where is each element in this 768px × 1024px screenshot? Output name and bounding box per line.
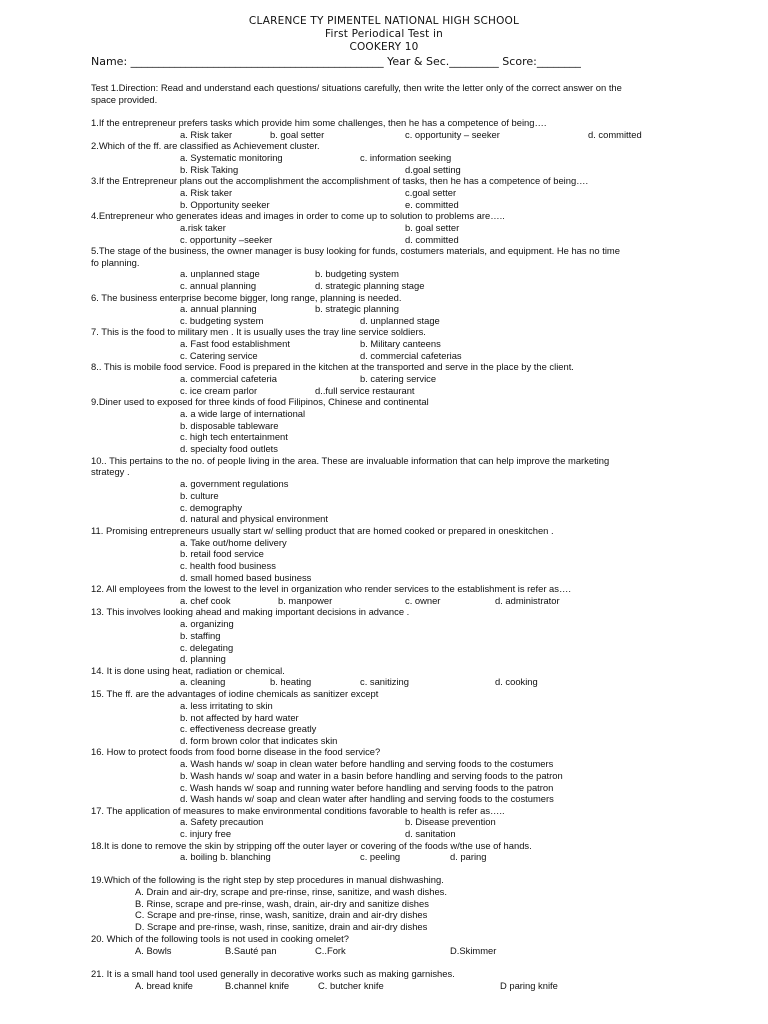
- question-text: 4.Entrepreneur who generates ideas and images in order to come up to solution to problems are…..: [91, 210, 505, 221]
- question-text: 18.It is done to remove the skin by stripping off the outer layer or covering of the foods w/the use of hands.: [91, 840, 532, 851]
- directions-line-1: Test 1.Direction: Read and understand each questions/ situations carefully, then write the letter only of the correct answer on the: [91, 82, 622, 93]
- answer-choice: a. Systematic monitoring: [180, 152, 283, 163]
- answer-choice: d. natural and physical environment: [180, 513, 329, 524]
- question-text: 13. This involves looking ahead and making important decisions in advance .: [91, 606, 410, 617]
- question-text: 14. It is done using heat, radiation or chemical.: [91, 665, 285, 676]
- question-text: 19.Which of the following is the right step by step procedures in manual dishwashing.: [91, 874, 444, 885]
- answer-choice: d. unplanned stage: [360, 315, 440, 326]
- answer-choice: a. commercial cafeteria: [180, 373, 277, 384]
- question-text: fo planning.: [91, 257, 140, 268]
- answer-choice: A. Drain and air-dry, scrape and pre-rinse, rinse, sanitize, and wash dishes.: [135, 886, 447, 897]
- answer-choice: d. committed: [405, 234, 459, 245]
- name-year-score-line: Name: ______________________________________________ Year & Sec._________ Score:________: [91, 55, 581, 68]
- answer-choice: c. high tech entertainment: [180, 431, 288, 442]
- answer-choice: b. Opportunity seeker: [180, 199, 270, 210]
- answer-choice: c. sanitizing: [360, 676, 409, 687]
- answer-choice: a. boiling b. blanching: [180, 851, 271, 862]
- answer-choice: C..Fork: [315, 945, 346, 956]
- answer-choice: b. goal setter: [270, 129, 325, 140]
- question-text: 21. It is a small hand tool used generally in decorative works such as making garnishes.: [91, 968, 455, 979]
- answer-choice: c.goal setter: [405, 187, 457, 198]
- answer-choice: c. health food business: [180, 560, 276, 571]
- answer-choice: b. heating: [270, 676, 312, 687]
- answer-choice: D paring knife: [500, 980, 558, 991]
- answer-choice: B. Rinse, scrape and pre-rinse, wash, drain, air-dry and sanitize dishes: [135, 898, 429, 909]
- answer-choice: e. committed: [405, 199, 459, 210]
- question-text: 15. The ff. are the advantages of iodine chemicals as sanitizer except: [91, 688, 379, 699]
- answer-choice: b. budgeting system: [315, 268, 399, 279]
- answer-choice: d. small homed based business: [180, 572, 312, 583]
- answer-choice: c. budgeting system: [180, 315, 264, 326]
- answer-choice: a. cleaning: [180, 676, 226, 687]
- school-name: CLARENCE TY PIMENTEL NATIONAL HIGH SCHOOL: [248, 15, 520, 27]
- answer-choice: b. culture: [180, 490, 219, 501]
- answer-choice: a. government regulations: [180, 478, 289, 489]
- answer-choice: d. cooking: [495, 676, 538, 687]
- question-text: 6. The business enterprise become bigger, long range, planning is needed.: [91, 292, 402, 303]
- question-text: 7. This is the food to military men . It is usually uses the tray line service soldiers.: [91, 326, 426, 337]
- answer-choice: a. unplanned stage: [180, 268, 260, 279]
- exam-title: First Periodical Test in: [325, 28, 443, 40]
- answer-choice: c. peeling: [360, 851, 401, 862]
- answer-choice: a. annual planning: [180, 303, 257, 314]
- question-text: 8.. This is mobile food service. Food is prepared in the kitchen at the transported and serve in the place by the client.: [91, 361, 574, 372]
- answer-choice: b. disposable tableware: [180, 420, 279, 431]
- answer-choice: a. Take out/home delivery: [180, 537, 287, 548]
- answer-choice: c. demography: [180, 502, 243, 513]
- answer-choice: d. paring: [450, 851, 487, 862]
- question-text: 17. The application of measures to make environmental conditions favorable to health is refer as…..: [91, 805, 505, 816]
- question-text: 1.If the entrepreneur prefers tasks which provide him some challenges, then he has a competence of being….: [91, 117, 547, 128]
- answer-choice: b. Military canteens: [360, 338, 441, 349]
- answer-choice: d. Wash hands w/ soap and clean water after handling and serving foods to the costumers: [180, 793, 554, 804]
- answer-choice: c. information seeking: [360, 152, 452, 163]
- answer-choice: b. staffing: [180, 630, 221, 641]
- answer-choice: a. Fast food establishment: [180, 338, 290, 349]
- answer-choice: B.Sauté pan: [225, 945, 277, 956]
- answer-choice: a.risk taker: [180, 222, 226, 233]
- answer-choice: b. retail food service: [180, 548, 264, 559]
- question-text: strategy .: [91, 466, 130, 477]
- question-text: 9.Diner used to exposed for three kinds of food Filipinos, Chinese and continental: [91, 396, 429, 407]
- question-text: 2.Which of the ff. are classified as Achievement cluster.: [91, 140, 320, 151]
- question-text: 20. Which of the following tools is not used in cooking omelet?: [91, 933, 349, 944]
- answer-choice: b. manpower: [278, 595, 333, 606]
- answer-choice: a. a wide large of international: [180, 408, 306, 419]
- question-text: 16. How to protect foods from food borne disease in the food service?: [91, 746, 381, 757]
- answer-choice: c. injury free: [180, 828, 232, 839]
- answer-choice: b. not affected by hard water: [180, 712, 299, 723]
- answer-choice: D. Scrape and pre-rinse, wash, rinse, sanitize, drain and air-dry dishes: [135, 921, 428, 932]
- answer-choice: d. planning: [180, 653, 226, 664]
- answer-choice: A. Bowls: [135, 945, 172, 956]
- answer-choice: d. form brown color that indicates skin: [180, 735, 338, 746]
- answer-choice: b. Wash hands w/ soap and water in a basin before handling and serving foods to the patron: [180, 770, 563, 781]
- answer-choice: d.goal setting: [405, 164, 461, 175]
- answer-choice: c. opportunity – seeker: [405, 129, 500, 140]
- answer-choice: B.channel knife: [225, 980, 290, 991]
- answer-choice: d. specialty food outlets: [180, 443, 278, 454]
- answer-choice: b. Risk Taking: [180, 164, 239, 175]
- answer-choice: c. opportunity –seeker: [180, 234, 273, 245]
- answer-choice: C. butcher knife: [318, 980, 384, 991]
- answer-choice: D.Skimmer: [450, 945, 497, 956]
- answer-choice: a. Wash hands w/ soap in clean water before handling and serving foods to the costumers: [180, 758, 554, 769]
- answer-choice: C. Scrape and pre-rinse, rinse, wash, sanitize, drain and air-dry dishes: [135, 909, 428, 920]
- directions-line-2: space provided.: [91, 94, 158, 105]
- answer-choice: a. Risk taker: [180, 187, 233, 198]
- answer-choice: a. Safety precaution: [180, 816, 264, 827]
- question-text: 3.If the Entrepreneur plans out the accomplishment the accomplishment of tasks, then he has a competence of being….: [91, 175, 589, 186]
- question-text: 12. All employees from the lowest to the level in organization who render services to the establishment is refer as….: [91, 583, 571, 594]
- answer-choice: c. delegating: [180, 642, 234, 653]
- question-text: 5.The stage of the business, the owner manager is busy looking for funds, costumers materials, and equipment. He has no time: [91, 245, 620, 256]
- answer-choice: d. strategic planning stage: [315, 280, 425, 291]
- answer-choice: b. Disease prevention: [405, 816, 496, 827]
- answer-choice: b. goal setter: [405, 222, 460, 233]
- answer-choice: c. ice cream parlor: [180, 385, 258, 396]
- answer-choice: a. Risk taker: [180, 129, 233, 140]
- answer-choice: b. strategic planning: [315, 303, 399, 314]
- question-text: 10.. This pertains to the no. of people living in the area. These are invaluable information that can help improve the marketing: [91, 455, 610, 466]
- answer-choice: a. less irritating to skin: [180, 700, 273, 711]
- subject-title: COOKERY 10: [349, 41, 419, 53]
- answer-choice: d. committed: [588, 129, 642, 140]
- answer-choice: a. organizing: [180, 618, 234, 629]
- answer-choice: a. chef cook: [180, 595, 231, 606]
- answer-choice: d. sanitation: [405, 828, 456, 839]
- answer-choice: d..full service restaurant: [315, 385, 415, 396]
- answer-choice: d. administrator: [495, 595, 560, 606]
- answer-choice: c. Catering service: [180, 350, 258, 361]
- answer-choice: d. commercial cafeterias: [360, 350, 462, 361]
- answer-choice: c. Wash hands w/ soap and running water before handling and serving foods to the patron: [180, 782, 554, 793]
- answer-choice: b. catering service: [360, 373, 437, 384]
- answer-choice: c. owner: [405, 595, 441, 606]
- answer-choice: c. annual planning: [180, 280, 257, 291]
- answer-choice: A. bread knife: [135, 980, 193, 991]
- question-text: 11. Promising entrepreneurs usually start w/ selling product that are homed cooked or prepared in oneskitchen .: [91, 525, 554, 536]
- answer-choice: c. effectiveness decrease greatly: [180, 723, 317, 734]
